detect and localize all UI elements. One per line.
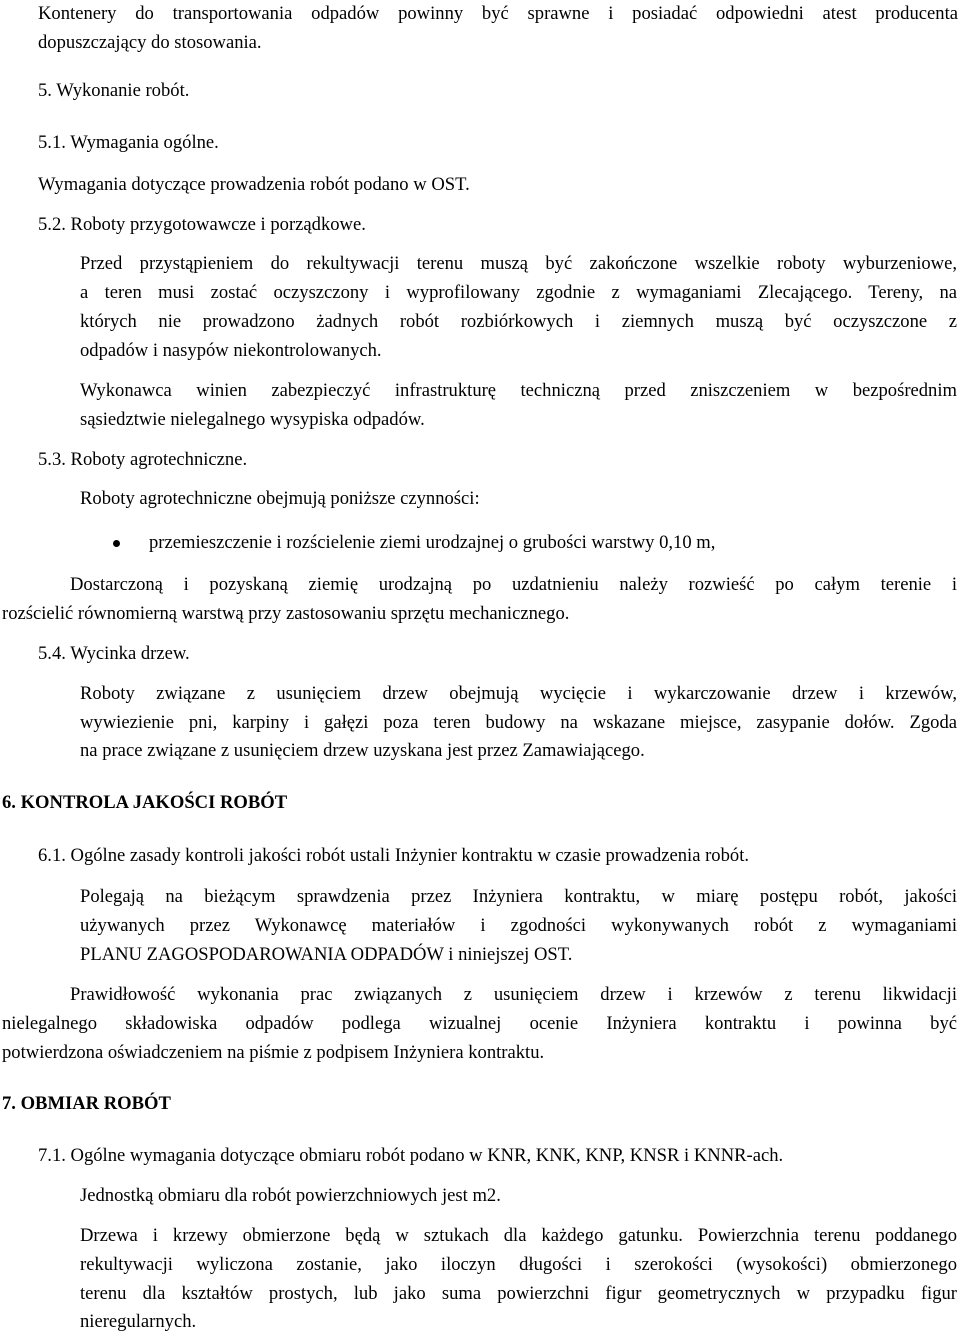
subsection-heading: 5.3. Roboty agrotechniczne. bbox=[38, 449, 248, 470]
subsection-heading: 5.2. Roboty przygotowawcze i porządkowe. bbox=[38, 214, 366, 235]
body-text: Przed przystąpieniem do rekultywacji terenu muszą być zakończone wszelkie roboty wyburzeniowe, bbox=[80, 253, 957, 274]
body-text: Prawidłowość wykonania prac związanych z usunięciem drzew i krzewów z terenu likwidacji bbox=[70, 984, 957, 1005]
body-text: na prace związane z usunięciem drzew uzyskana jest przez Zamawiającego. bbox=[80, 740, 645, 761]
subsection-heading: 7.1. Ogólne wymagania dotyczące obmiaru robót podano w KNR, KNK, KNP, KNSR i KNNR-ach. bbox=[38, 1145, 784, 1166]
body-text: Wymagania dotyczące prowadzenia robót podano w OST. bbox=[38, 174, 470, 195]
body-text: nielegalnego składowiska odpadów podlega wizualnej ocenie Inżyniera kontraktu i powinna być bbox=[2, 1013, 957, 1034]
body-text: a teren musi zostać oczyszczony i wyprofilowany zgodnie z wymaganiami Zlecającego. Tereny, na bbox=[80, 282, 957, 303]
subsection-heading: 6.1. Ogólne zasady kontroli jakości robót ustali Inżynier kontraktu w czasie prowadzenia robót. bbox=[38, 845, 750, 866]
body-text: nieregularnych. bbox=[80, 1311, 197, 1332]
body-text: Drzewa i krzewy obmierzone będą w sztukach dla każdego gatunku. Powierzchnia terenu poddanego bbox=[80, 1225, 957, 1246]
body-text: Wykonawca winien zabezpieczyć infrastrukturę techniczną przed zniszczeniem w bezpośrednim bbox=[80, 380, 957, 401]
subsection-heading: 5.4. Wycinka drzew. bbox=[38, 643, 190, 664]
body-text: Jednostką obmiaru dla robót powierzchniowych jest m2. bbox=[80, 1185, 501, 1206]
body-text: rozścielić równomierną warstwą przy zastosowaniu sprzętu mechanicznego. bbox=[2, 603, 570, 624]
body-text: używanych przez Wykonawcę materiałów i zgodności wykonywanych robót z wymaganiami bbox=[80, 915, 957, 936]
body-text: Roboty agrotechniczne obejmują poniższe czynności: bbox=[80, 488, 480, 509]
body-text: PLANU ZAGOSPODAROWANIA ODPADÓW i niniejszej OST. bbox=[80, 944, 573, 965]
section-heading: 7. OBMIAR ROBÓT bbox=[2, 1093, 171, 1114]
list-item: przemieszczenie i rozścielenie ziemi urodzajnej o grubości warstwy 0,10 m, bbox=[149, 532, 716, 553]
body-text: dopuszczający do stosowania. bbox=[38, 32, 262, 53]
body-text: sąsiedztwie nielegalnego wysypiska odpadów. bbox=[80, 409, 425, 430]
body-text: odpadów i nasypów niekontrolowanych. bbox=[80, 340, 382, 361]
section-heading: 5. Wykonanie robót. bbox=[38, 80, 190, 101]
body-text: Dostarczoną i pozyskaną ziemię urodzajną po uzdatnieniu należy rozwieść po całym terenie i bbox=[70, 574, 957, 595]
body-text: terenu dla kształtów prostych, lub jako suma powierzchni figur geometrycznych w przypadku figur bbox=[80, 1283, 957, 1304]
body-text: potwierdzona oświadczeniem na piśmie z podpisem Inżyniera kontraktu. bbox=[2, 1042, 545, 1063]
bullet-icon bbox=[113, 540, 120, 547]
body-text: wywiezienie pni, karpiny i gałęzi poza teren budowy na wskazane miejsce, zasypanie dołów. Zgoda bbox=[80, 712, 957, 733]
body-text: rekultywacji wyliczona zostanie, jako iloczyn długości i szerokości (wysokości) obmierzonego bbox=[80, 1254, 957, 1275]
body-text: Roboty związane z usunięciem drzew obejmują wycięcie i wykarczowanie drzew i krzewów, bbox=[80, 683, 957, 704]
body-text: Polegają na bieżącym sprawdzenia przez Inżyniera kontraktu, w miarę postępu robót, jakości bbox=[80, 886, 957, 907]
body-text: Kontenery do transportowania odpadów powinny być sprawne i posiadać odpowiedni atest producenta bbox=[38, 3, 958, 24]
section-heading: 6. KONTROLA JAKOŚCI ROBÓT bbox=[2, 792, 288, 813]
subsection-heading: 5.1. Wymagania ogólne. bbox=[38, 132, 219, 153]
body-text: których nie prowadzono żadnych robót rozbiórkowych i ziemnych muszą być oczyszczone z bbox=[80, 311, 957, 332]
